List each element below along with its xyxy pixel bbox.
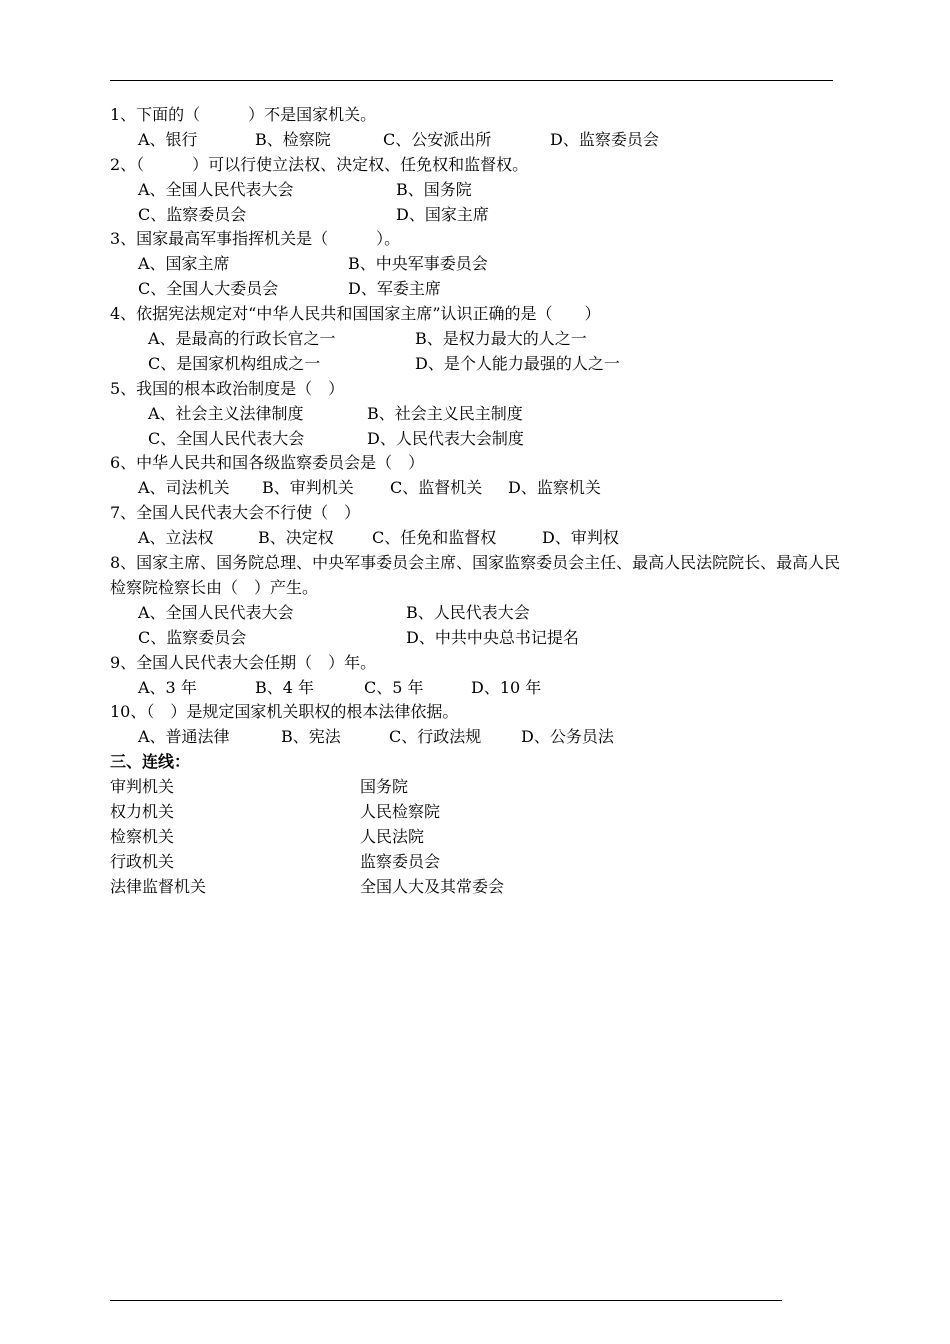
- question-2-options-row1: [110, 178, 850, 203]
- option-d: D、人民代表大会制度: [367, 428, 524, 448]
- question-9-options: [110, 676, 850, 701]
- option-d: D、是个人能力最强的人之一: [415, 353, 620, 373]
- option-a: A、全国人民代表大会: [138, 179, 294, 199]
- option-a: A、立法权: [138, 528, 214, 548]
- question-2-options-row2: [110, 203, 850, 228]
- question-3-stem: 3、国家最高军事指挥机关是（ ）。: [110, 229, 401, 249]
- option-a: A、银行: [138, 129, 198, 149]
- question-4-options-row1: [110, 327, 850, 352]
- question-7-options: [110, 526, 850, 551]
- option-d: D、公务员法: [521, 727, 614, 747]
- option-d: D、审判权: [542, 528, 619, 548]
- question-4-stem: 4、依据宪法规定对“中华人民共和国国家主席”认识正确的是（ ）: [110, 304, 601, 324]
- question-1-stem: 1、下面的（ ）不是国家机关。: [110, 105, 377, 124]
- question-5-options-row2: [110, 427, 850, 452]
- question-9-stem: 9、全国人民代表大会任期（ ）年。: [110, 652, 377, 672]
- option-c: C、公安派出所: [383, 129, 492, 149]
- matching-right-item: 全国人大及其常委会: [360, 876, 505, 896]
- option-a: A、是最高的行政长官之一: [148, 329, 336, 349]
- option-b: B、决定权: [258, 528, 334, 548]
- question-8-stem: 8、国家主席、国务院总理、中央军事委员会主席、国家监察委员会主任、最高人民法院院长、最高人民检察院检察长由（ ）产生。: [110, 553, 841, 597]
- question-3-options-row1: [110, 252, 850, 277]
- question-6-stem: 6、中华人民共和国各级监察委员会是（ ）: [110, 453, 425, 473]
- option-a: A、社会主义法律制度: [148, 403, 304, 423]
- option-b: B、审判机关: [262, 478, 354, 498]
- matching-left-item: 权力机关: [110, 801, 175, 821]
- option-c: C、任免和监督权: [372, 528, 497, 548]
- option-d: D、10 年: [471, 677, 542, 697]
- header-rule: [110, 80, 833, 81]
- matching-heading: 三、连线：: [110, 752, 191, 772]
- option-d: D、监察机关: [508, 478, 601, 498]
- question-4-options-row2: [110, 352, 850, 377]
- option-d: D、中共中央总书记提名: [406, 627, 579, 647]
- question-8-options-row1: [110, 601, 850, 626]
- question-3-options-row2: [110, 277, 850, 302]
- option-b: B、人民代表大会: [406, 602, 530, 622]
- option-b: B、检察院: [255, 129, 331, 149]
- option-b: B、4 年: [255, 677, 315, 697]
- option-a: A、3 年: [138, 677, 197, 697]
- matching-row: [110, 850, 850, 875]
- option-c: C、全国人民代表大会: [148, 428, 305, 448]
- question-1-options: [110, 128, 850, 153]
- option-b: B、国务院: [396, 179, 472, 199]
- option-c: C、全国人大委员会: [138, 279, 279, 299]
- question-10-stem: 10、（ ）是规定国家机关职权的根本法律依据。: [110, 702, 459, 722]
- option-d: D、国家主席: [396, 204, 489, 224]
- question-5-stem: 5、我国的根本政治制度是（ ）: [110, 378, 345, 398]
- matching-right-item: 监察委员会: [360, 851, 441, 871]
- option-d: D、监察委员会: [550, 129, 659, 149]
- option-b: B、中央军事委员会: [348, 254, 488, 274]
- option-a: A、全国人民代表大会: [138, 602, 294, 622]
- option-c: C、监察委员会: [138, 627, 247, 647]
- option-b: B、社会主义民主制度: [367, 403, 523, 423]
- option-a: A、国家主席: [138, 254, 230, 274]
- option-c: C、监察委员会: [138, 204, 247, 224]
- matching-row: [110, 825, 850, 850]
- matching-row: [110, 800, 850, 825]
- matching-left-item: 行政机关: [110, 851, 175, 871]
- question-8-options-row2: [110, 626, 850, 651]
- option-a: A、司法机关: [138, 478, 230, 498]
- option-d: D、军委主席: [348, 279, 441, 299]
- question-6-options: [110, 476, 850, 501]
- matching-row: [110, 875, 850, 900]
- matching-left-item: 法律监督机关: [110, 876, 207, 896]
- option-b: B、宪法: [281, 727, 341, 747]
- option-b: B、是权力最大的人之一: [415, 329, 587, 349]
- option-c: C、是国家机构组成之一: [148, 353, 321, 373]
- option-c: C、行政法规: [389, 727, 482, 747]
- matching-right-item: 国务院: [360, 777, 409, 797]
- option-c: C、5 年: [364, 677, 424, 697]
- question-5-options-row1: [110, 402, 850, 427]
- option-c: C、监督机关: [390, 478, 483, 498]
- question-2-stem: 2、（ ）可以行使立法权、决定权、任免权和监督权。: [110, 154, 529, 174]
- question-10-options: [110, 725, 850, 750]
- footer-rule: [110, 1300, 782, 1301]
- matching-row: [110, 775, 850, 800]
- matching-left-item: 审判机关: [110, 777, 175, 797]
- matching-right-item: 人民法院: [360, 826, 425, 846]
- worksheet-body: [110, 103, 850, 900]
- matching-right-item: 人民检察院: [360, 801, 441, 821]
- matching-left-item: 检察机关: [110, 826, 175, 846]
- question-7-stem: 7、全国人民代表大会不行使（ ）: [110, 503, 361, 523]
- option-a: A、普通法律: [138, 727, 230, 747]
